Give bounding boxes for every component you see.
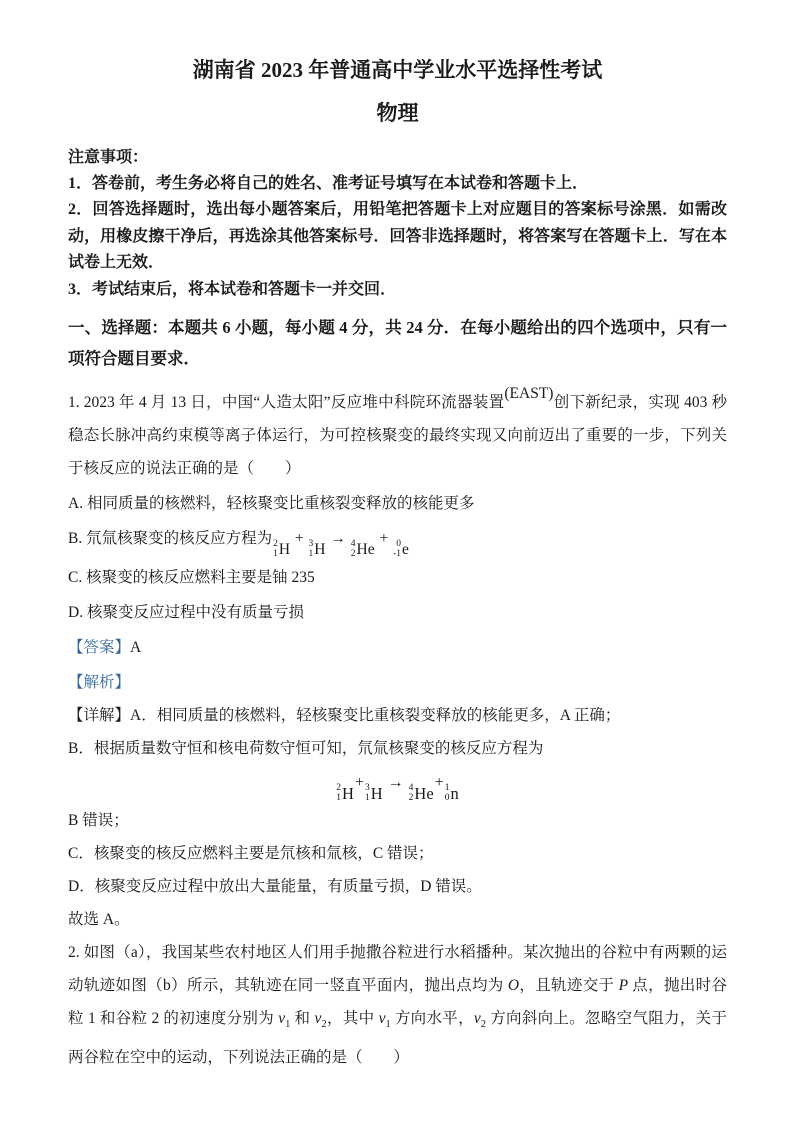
document-subject: 物理 [376, 101, 419, 126]
nuclide-n: 1 0 n [444, 783, 459, 803]
q1-detail-line-5: D．核聚变反应过程中放出大量能量，有质量亏损，D 错误。 [68, 878, 482, 896]
q1-detail-line-1: 【详解】A．相同质量的核燃料，轻核聚变比重核裂变释放的核能更多，A 正确； [68, 707, 621, 725]
q1-option-b: B. 氘氚核聚变的核反应方程为 2 1 H + 3 1 H → 4 2 He + 0 -1 e [68, 530, 409, 559]
notice-item-1: 1．答卷前，考生务必将自己的姓名、准考证号填写在本试卷和答题卡上． [68, 174, 589, 192]
nuclide-H: 2 1 H [273, 539, 291, 559]
q1-detail-equation: 2 1 H + 3 1 H → 4 2 He + 1 0 n [336, 774, 459, 803]
notice-item-3: 3．考试结束后，将本试卷和答题卡一并交回． [68, 280, 397, 298]
q1-conclusion: 故选 A。 [68, 911, 130, 929]
notice-heading: 注意事项： [68, 148, 149, 166]
nuclide-H: 3 1 H [308, 539, 326, 559]
answer-label: 【答案】 [68, 639, 131, 657]
q1-option-a: A. 相同质量的核燃料，轻核聚变比重核裂变释放的核能更多 [68, 495, 475, 513]
q1-answer-row [68, 631, 727, 664]
q1-analysis-row [68, 666, 727, 699]
nuclide-H: 3 1 H [365, 783, 383, 803]
analysis-label: 【解析】 [68, 674, 131, 692]
q1-option-d: D. 核聚变反应过程中没有质量亏损 [68, 604, 304, 622]
document-title: 湖南省 2023 年普通高中学业水平选择性考试 [192, 58, 603, 82]
nuclide-e: 0 -1 e [393, 539, 409, 559]
q1-detail-line-4: C．核聚变的核反应燃料主要是氘核和氚核，C 错误； [68, 845, 434, 863]
q1-detail-line-3: B 错误； [68, 812, 129, 830]
q1-detail-line-2: B．根据质量数守恒和核电荷数守恒可知，氘氚核聚变的核反应方程为 [68, 740, 544, 758]
q2-stem: 2. 如图（a），我国某些农村地区人们用手抛撒谷粒进行水稻播种。某次抛出的谷粒中有两颗的运动轨迹如图（b）所示，其轨迹在同一竖直平面内，抛出点均为 O，且轨迹交于 P 点，抛出时谷粒 1 和谷粒 2 的初速度分别为 $v_1$ 和 $v_2$，其中 $v_1$ 方向水平，$v_2$ 方向斜向上。忽略空气阻力，关于两谷粒在空中的运动，下列说法正确的是（ ） [68, 944, 727, 1067]
q1-option-c: C. 核聚变的核反应燃料主要是铀 235 [68, 569, 315, 587]
nuclide-H: 2 1 H [336, 783, 354, 803]
nuclide-He: 4 2 He [408, 783, 434, 803]
q1-stem: 1. 2023 年 4 月 13 日，中国“人造太阳”反应堆中科院环流器装置(EAST)创下新纪录，实现 403 秒稳态长脉冲高约束模等离子体运行，为可控核聚变的最终实现又向前迈出了重要的一步，下列关于核反应的说法正确的是（ ） [68, 385, 727, 478]
section-heading: 一、选择题：本题共 6 小题，每小题 4 分，共 24 分．在每小题给出的四个选项中，只有一项符合题目要求． [68, 318, 727, 369]
answer-value: A [130, 639, 142, 657]
nuclide-He: 4 2 He [350, 539, 375, 559]
notice-item-2: 2．回答选择题时，选出每小题答案后，用铅笔把答题卡上对应题目的答案标号涂黑．如需改动，用橡皮擦干净后，再选涂其他答案标号．回答非选择题时，将答案写在答题卡上．写在本试卷上无效． [68, 201, 727, 272]
